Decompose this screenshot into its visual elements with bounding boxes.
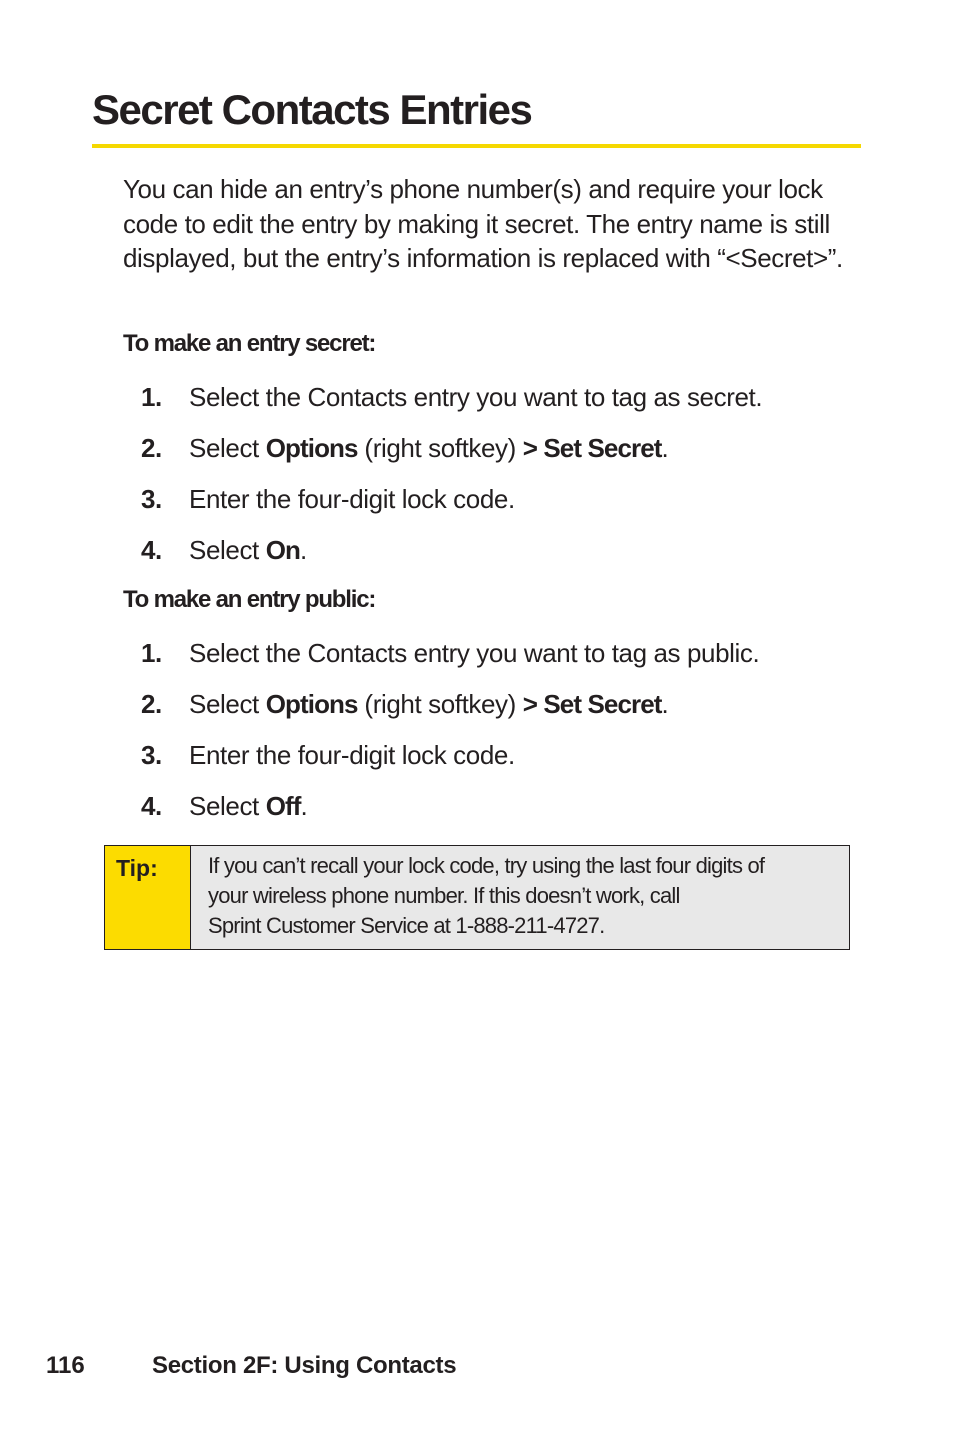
- step-text: [189, 431, 668, 465]
- options-softkey-label: Options: [265, 433, 358, 463]
- step-text-pre: Select: [189, 791, 266, 821]
- off-option-label: Off: [265, 791, 301, 821]
- step-text-pre: Select: [189, 535, 266, 565]
- step-text: Enter the four-digit lock code.: [189, 484, 515, 514]
- step-number: 4.: [141, 791, 162, 821]
- step-text: Select the Contacts entry you want to tag as secret.: [189, 382, 763, 412]
- on-option-label: On: [265, 535, 300, 565]
- step-number: 3.: [141, 484, 162, 514]
- make-public-heading: To make an entry public:: [123, 586, 376, 613]
- step-text: [189, 533, 307, 567]
- tip-label: Tip:: [116, 855, 158, 881]
- title-rule: [92, 144, 861, 148]
- step-text: [189, 789, 307, 823]
- set-secret-menu-label: > Set Secret: [522, 433, 662, 463]
- tip-text: [208, 851, 840, 941]
- step-text: [189, 687, 668, 721]
- page-number: 116: [46, 1352, 85, 1379]
- step-text-mid: (right softkey): [357, 689, 523, 719]
- step-text-pre: Select: [189, 689, 266, 719]
- page-title: Secret Contacts Entries: [92, 86, 532, 133]
- step-number: 2.: [141, 433, 162, 463]
- step-text-post: .: [300, 791, 308, 821]
- intro-paragraph: You can hide an entry’s phone number(s) and require your lock code to edit the entry by making it secret. The entry name is still displayed, but the entry’s information is replaced with “<Secret>”.: [123, 174, 843, 273]
- step-number: 1.: [141, 382, 162, 412]
- tip-line-1: If you can’t recall your lock code, try using the last four digits of: [208, 853, 765, 878]
- set-secret-menu-label: > Set Secret: [522, 689, 662, 719]
- step-number: 2.: [141, 689, 162, 719]
- step-number: 4.: [141, 535, 162, 565]
- options-softkey-label: Options: [265, 689, 358, 719]
- step-text-mid: (right softkey): [357, 433, 523, 463]
- step-text-pre: Select: [189, 433, 266, 463]
- step-text-post: .: [661, 433, 669, 463]
- step-text: Enter the four-digit lock code.: [189, 740, 515, 770]
- step-text: Select the Contacts entry you want to tag as public.: [189, 638, 760, 668]
- make-secret-heading: To make an entry secret:: [123, 330, 376, 357]
- step-number: 1.: [141, 638, 162, 668]
- tip-line-3: Sprint Customer Service at 1-888-211-4727.: [208, 913, 605, 938]
- tip-box: [104, 845, 850, 950]
- step-number: 3.: [141, 740, 162, 770]
- tip-label-cell: [105, 846, 191, 949]
- step-text-post: .: [661, 689, 669, 719]
- tip-line-2: your wireless phone number. If this doesn’t work, call: [208, 883, 680, 908]
- step-text-post: .: [300, 535, 307, 565]
- section-title: Section 2F: Using Contacts: [152, 1352, 457, 1379]
